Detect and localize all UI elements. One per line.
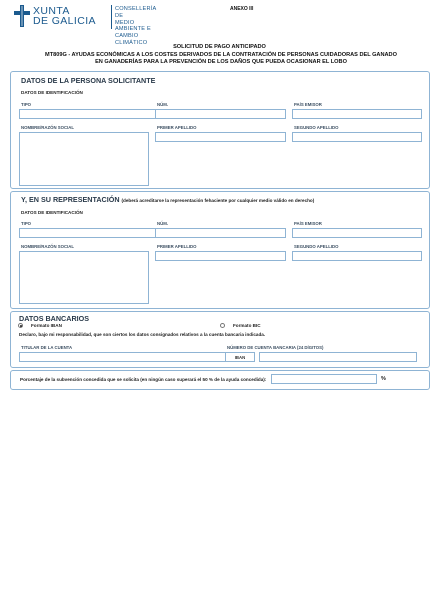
xunta-logo [14,5,157,46]
bic-format-radio[interactable] [220,323,225,328]
department-line-3: CAMBIO CLIMÁTICO [115,33,148,46]
annex-label: ANEXO III [230,6,254,12]
applicant-surname2-label: SEGUNDO APELLIDO [294,125,339,130]
department-line-1: CONSELLERÍA DE [115,6,157,19]
representative-type-label: TIPO [21,221,32,226]
department-line-2: MEDIO AMBIENTE E [115,19,151,33]
subsidy-percent-label: Porcentaje de la subvención concedida que se solicita (en ningún caso superará el 50 % de la ayuda concedida): [20,377,267,382]
representative-number-field[interactable] [155,228,286,238]
representative-surname2-field[interactable] [292,251,422,261]
representative-section-title [21,195,314,204]
subsidy-percent-field[interactable] [271,374,377,384]
iban-format-label: Formato IBAN [31,323,62,328]
representative-title-text: Y, EN SU REPRESENTACIÓN [21,195,120,204]
applicant-type-field[interactable] [19,109,157,119]
representative-surname1-label: PRIMER APELLIDO [157,244,197,249]
representative-surname1-field[interactable] [155,251,286,261]
bank-section-title: DATOS BANCARIOS [19,314,90,323]
form-title: SOLICITUD DE PAGO ANTICIPADO [173,44,266,50]
representative-id-subtitle: DATOS DE IDENTIFICACIÓN [21,210,83,215]
bic-format-label: Formato BIC [233,323,261,328]
logo-line-2: DE GALICIA [33,15,96,27]
procedure-line-2: EN GANADERÍAS PARA LA PREVENCIÓN DE LOS DAÑOS QUE PUEDA OCASIONAR EL LOBO [95,58,347,65]
iban-format-radio[interactable] [18,323,23,328]
logo-department [115,6,156,47]
applicant-id-subtitle: DATOS DE IDENTIFICACIÓN [21,90,83,95]
applicant-surname2-field[interactable] [292,132,422,142]
applicant-section [10,71,430,189]
applicant-number-label: NÚM. [157,102,168,107]
applicant-name-label: NOMBRE/RAZÓN SOCIAL [21,125,74,130]
bank-declaration: Declaro, bajo mi responsabilidad, que son ciertos los datos consignados relativos a la cuenta bancaria indicada. [19,332,266,337]
applicant-number-field[interactable] [155,109,286,119]
account-number-field[interactable] [259,352,417,362]
applicant-type-label: TIPO [21,102,32,107]
applicant-country-field[interactable] [292,109,422,119]
representative-surname2-label: SEGUNDO APELLIDO [294,244,339,249]
procedure-line-1: MT809G - AYUDAS ECONÓMICAS A LOS COSTES DERIVADOS DE LA CONTRATACIÓN DE PERSONAS CUIDADORAS DEL GANADO [45,52,397,58]
percent-sign: % [381,376,386,382]
account-holder-label: TITULAR DE LA CUENTA [21,345,73,350]
representative-note: (deberá acreditarse la representación fehaciente por cualquier medio válido en derecho) [121,198,315,203]
procedure-title [20,52,422,65]
representative-type-field[interactable] [19,228,157,238]
logo-separator [111,5,112,29]
representative-name-label: NOMBRE/RAZÓN SOCIAL [21,244,74,249]
account-number-label: NÚMERO DE CUENTA BANCARIA (24 DÍGITOS) [227,345,324,350]
representative-number-label: NÚM. [157,221,168,226]
logo-wordmark [33,6,96,26]
applicant-surname1-label: PRIMER APELLIDO [157,125,197,130]
bank-section [10,311,430,368]
representative-country-label: PAÍS EMISOR [294,221,322,226]
applicant-country-label: PAÍS EMISOR [294,102,322,107]
applicant-name-field[interactable] [19,132,149,186]
representative-section [10,191,430,309]
representative-name-field[interactable] [19,251,149,304]
iban-prefix-tag: IBAN [225,352,255,362]
applicant-surname1-field[interactable] [155,132,286,142]
representative-country-field[interactable] [292,228,422,238]
account-holder-field[interactable] [19,352,226,362]
subsidy-section [10,370,430,390]
logo-line-1: XUNTA [33,5,70,17]
applicant-section-title: DATOS DE LA PERSONA SOLICITANTE [21,76,156,85]
xunta-cross-icon [14,5,30,27]
